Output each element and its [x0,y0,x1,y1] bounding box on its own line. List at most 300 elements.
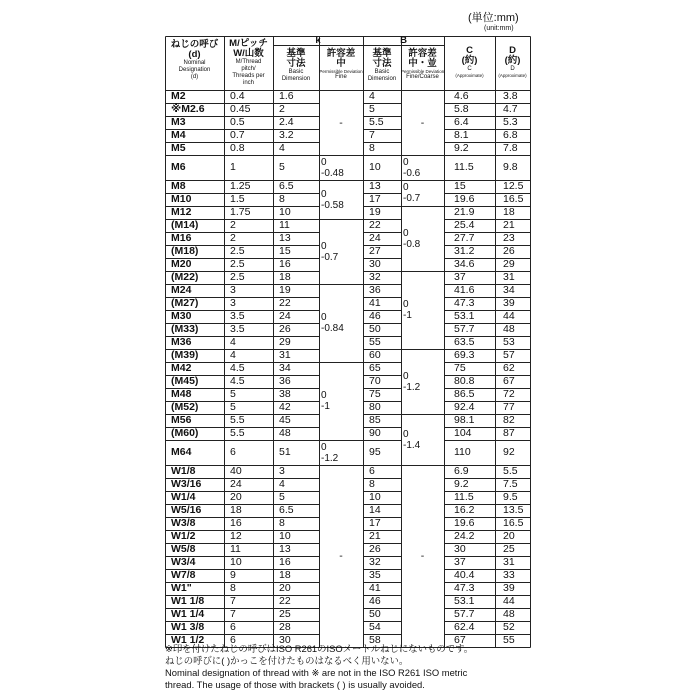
d-cell: 20 [503,530,515,542]
header-b-tolerance: Permissible Deviation [401,69,445,74]
c-cell: 57.7 [454,323,475,335]
designation-cell: W3/4 [171,556,196,568]
k-basic-cell: 29 [279,336,291,348]
designation-cell: (M39) [171,349,199,361]
b-basic-cell: 35 [369,569,381,581]
header-k-tolerance: Fine [335,74,347,80]
b-tolerance-upper: 0 [403,182,409,193]
b-tolerance-lower: -1.4 [403,439,421,451]
c-cell: 25.4 [454,219,475,231]
pitch-cell: 40 [230,465,242,477]
header-k-basic: Dimension [281,76,311,82]
designation-cell: W3/16 [171,478,202,490]
footnote-line: thread. The usage of those with brackets ( ) is usually avoided. [165,679,425,690]
d-cell: 31 [503,556,515,568]
pitch-cell: 24 [230,478,242,490]
pitch-cell: 12 [230,530,242,542]
k-basic-cell: 3.2 [279,129,294,141]
c-cell: 37 [454,556,466,568]
designation-cell: W5/16 [171,504,202,516]
designation-cell: W3/8 [171,517,196,529]
d-cell: 34 [503,284,515,296]
designation-cell: W1 1/8 [171,595,205,607]
b-basic-cell: 5.5 [369,116,384,128]
k-basic-cell: 18 [279,569,291,581]
footnotes [165,643,695,691]
pitch-cell: 0.5 [230,116,245,128]
header-b-tolerance: Fine/Coarse [406,74,439,80]
c-cell: 8.1 [454,129,469,141]
k-basic-cell: 2 [279,103,285,115]
designation-cell: W5/8 [171,543,196,555]
k-basic-cell: 38 [279,388,291,400]
pitch-cell: 6 [230,446,236,458]
b-basic-cell: 58 [369,634,381,646]
b-basic-cell: 55 [369,336,381,348]
designation-cell: W7/8 [171,569,196,581]
designation-cell: (M60) [171,427,199,439]
d-cell: 92 [503,446,515,458]
d-cell: 4.7 [503,103,518,115]
designation-cell: (M33) [171,323,199,335]
c-cell: 9.2 [454,478,469,490]
footnote-line: ねじの呼びに( )かっこを付けたものはなるべく用いない。 [165,655,409,666]
k-basic-cell: 20 [279,582,291,594]
c-cell: 19.6 [454,517,475,529]
d-cell: 13.5 [503,504,524,516]
k-basic-cell: 5 [279,491,285,503]
dimension-table [165,36,530,647]
header-designation: ねじの呼び [170,39,219,50]
b-basic-cell: 70 [369,375,381,387]
d-cell: 44 [503,595,515,607]
pitch-cell: 0.8 [230,142,245,154]
header-d: (Approximate) [498,73,527,78]
b-basic-cell: 27 [369,245,381,257]
c-cell: 27.7 [454,232,475,244]
b-basic-cell: 4 [369,90,375,102]
k-tolerance-upper: 0 [321,240,327,252]
c-cell: 47.3 [454,582,475,594]
header-b-tolerance: 中・並 [408,58,437,69]
header-designation: Nominal [183,60,206,66]
pitch-cell: 3 [230,297,236,309]
k-tolerance-upper: 0 [321,156,327,168]
b-basic-cell: 24 [369,232,381,244]
header-k-tolerance: Permissible Deviation [319,69,363,74]
header-d: D [510,66,515,72]
d-cell: 77 [503,401,515,413]
c-cell: 11.5 [454,161,474,173]
designation-cell: (M14) [171,219,199,231]
d-cell: 6.8 [503,129,518,141]
header-k-basic: 寸法 [286,58,306,69]
pitch-cell: 3.5 [230,310,245,322]
designation-cell: (M52) [171,401,199,413]
k-basic-cell: 2.4 [279,116,294,128]
c-cell: 6.4 [454,116,469,128]
pitch-cell: 6 [230,621,236,633]
designation-cell: M48 [171,388,192,400]
k-basic-cell: 22 [279,297,291,309]
c-cell: 104 [454,427,472,439]
pitch-cell: 18 [230,504,242,516]
k-tolerance-lower: -1 [321,401,330,412]
pitch-cell: 7 [230,595,236,607]
b-tolerance-dash: - [420,550,425,562]
b-basic-cell: 32 [369,556,381,568]
c-cell: 5.8 [454,103,469,115]
pitch-cell: 1 [230,161,236,173]
d-cell: 16.5 [503,193,524,205]
d-cell: 62 [503,362,515,374]
c-cell: 41.6 [454,284,475,296]
d-cell: 12.5 [503,180,524,192]
b-basic-cell: 46 [369,310,381,322]
k-basic-cell: 6.5 [279,180,294,192]
k-basic-cell: 26 [279,323,291,335]
k-basic-cell: 8 [279,193,285,205]
pitch-cell: 6 [230,634,236,646]
header-b-tolerance: 許容差 [408,48,437,59]
header-designation: (d) [188,49,201,60]
k-tolerance-upper: 0 [321,390,327,401]
pitch-cell: 5 [230,388,236,400]
designation-cell: W1 1/4 [171,608,205,620]
designation-cell: W1/8 [171,465,196,477]
header-k-tolerance: 中 [336,58,346,69]
pitch-cell: 2.5 [230,258,245,270]
k-basic-cell: 51 [279,446,291,458]
c-cell: 86.5 [454,388,475,400]
k-basic-cell: 10 [279,530,291,542]
c-cell: 110 [454,446,471,458]
k-basic-cell: 4 [279,142,285,154]
header-designation: (d) [190,74,199,80]
c-cell: 98.1 [454,414,475,426]
b-basic-cell: 36 [369,284,381,296]
c-cell: 31.2 [454,245,475,257]
k-basic-cell: 6.5 [279,504,294,516]
pitch-cell: 5 [230,401,236,413]
header-k-basic: 基準 [286,48,306,59]
designation-cell: M24 [171,284,192,296]
header-c: (約) [461,55,478,66]
pitch-cell: 2 [230,219,236,231]
designation-cell: W1 1/2 [171,634,205,646]
k-basic-cell: 13 [279,543,291,555]
d-cell: 39 [503,582,515,594]
footnote-line: ※印を付けたねじの呼びはISO R261のISOメートルねじにないものです。 [165,643,474,654]
designation-cell: M5 [171,142,186,154]
pitch-cell: 11 [230,543,241,555]
c-cell: 53.1 [454,595,475,607]
k-tolerance-upper: 0 [321,441,327,453]
d-cell: 55 [503,634,515,646]
designation-cell: M56 [171,414,192,426]
c-cell: 47.3 [454,297,475,309]
d-cell: 82 [503,414,515,426]
pitch-cell: 4.5 [230,375,245,387]
c-cell: 30 [454,543,466,555]
k-basic-cell: 31 [279,349,291,361]
b-basic-cell: 80 [369,401,381,413]
b-basic-cell: 90 [369,427,381,439]
b-tolerance-upper: 0 [403,370,409,382]
d-cell: 44 [503,310,515,322]
pitch-cell: 3.5 [230,323,245,335]
k-tolerance-lower: -1.2 [321,452,339,464]
b-basic-cell: 54 [369,621,381,633]
k-tolerance-upper: 0 [321,312,327,323]
c-cell: 63.5 [454,336,475,348]
d-cell: 31 [503,271,515,283]
k-basic-cell: 28 [279,621,291,633]
d-cell: 7.5 [503,478,518,490]
b-basic-cell: 50 [369,608,381,620]
d-cell: 3.8 [503,90,518,102]
header-b-group: B [400,35,407,46]
k-basic-cell: 13 [279,232,291,244]
c-cell: 62.4 [454,621,475,633]
b-basic-cell: 22 [369,219,381,231]
pitch-cell: 10 [230,556,242,568]
k-basic-cell: 8 [279,517,285,529]
pitch-cell: 2 [230,232,236,244]
header-pitch: inch [242,80,254,86]
k-basic-cell: 16 [279,556,291,568]
pitch-cell: 1.25 [230,180,251,192]
b-tolerance-upper: 0 [403,227,409,239]
b-basic-cell: 5 [369,103,375,115]
k-basic-cell: 18 [279,271,291,283]
k-basic-cell: 4 [279,478,285,490]
d-cell: 5.3 [503,116,518,128]
header-designation: Designation [178,67,211,73]
d-cell: 25 [503,543,515,555]
b-basic-cell: 41 [369,297,381,309]
c-cell: 11.5 [454,491,474,503]
b-tolerance-lower: -0.7 [403,193,421,204]
b-basic-cell: 32 [369,271,381,283]
k-basic-cell: 45 [279,414,291,426]
b-tolerance-lower: -1 [403,310,412,321]
k-tolerance-lower: -0.7 [321,251,339,263]
header-c: C [466,45,473,56]
b-basic-cell: 65 [369,362,381,374]
header-pitch: W/山数 [233,48,264,59]
header-b-basic: Dimension [367,76,397,82]
c-cell: 40.4 [454,569,475,581]
b-basic-cell: 8 [369,478,375,490]
k-basic-cell: 36 [279,375,291,387]
header-pitch: M/ピッチ [229,38,268,49]
pitch-cell: 0.7 [230,129,245,141]
pitch-cell: 9 [230,569,236,581]
d-cell: 87 [503,427,515,439]
b-tolerance-lower: -0.8 [403,238,421,250]
c-cell: 92.4 [454,401,475,413]
d-cell: 18 [503,206,515,218]
unit-label-english: (unit:mm) [484,25,514,32]
k-basic-cell: 10 [279,206,291,218]
c-cell: 6.9 [454,465,469,477]
b-basic-cell: 10 [369,161,381,173]
k-basic-cell: 42 [279,401,291,413]
k-basic-cell: 5 [279,161,285,173]
b-basic-cell: 46 [369,595,381,607]
d-cell: 39 [503,297,515,309]
pitch-cell: 1.75 [230,206,251,218]
header-k-basic: Basic [288,69,304,75]
pitch-cell: 16 [230,517,242,529]
b-tolerance-upper: 0 [403,156,409,168]
designation-cell: M36 [171,336,192,348]
designation-cell: W1/2 [171,530,196,542]
pitch-cell: 4 [230,349,236,361]
header-k-tolerance: 許容差 [326,48,356,59]
k-tolerance-lower: -0.58 [321,199,344,211]
d-cell: 72 [503,388,515,400]
designation-cell: M42 [171,362,192,374]
k-tolerance-upper: 0 [321,188,327,200]
designation-cell: (M45) [171,375,199,387]
d-cell: 9.8 [503,161,518,173]
c-cell: 21.9 [454,206,475,218]
designation-cell: W1 3/8 [171,621,205,633]
c-cell: 9.2 [454,142,469,154]
b-basic-cell: 30 [369,258,381,270]
footnote-line: Nominal designation of thread with ※ are not in the ISO R261 ISO metric [165,667,468,678]
b-basic-cell: 7 [369,129,375,141]
designation-cell: M30 [171,310,192,322]
d-cell: 21 [503,219,515,231]
pitch-cell: 0.45 [230,103,251,115]
designation-cell: W1/4 [171,491,196,503]
b-basic-cell: 17 [369,193,381,205]
c-cell: 80.8 [454,375,475,387]
header-pitch: Threads per [232,73,265,79]
designation-cell: M8 [171,180,186,192]
header-d: (約) [504,55,521,66]
c-cell: 75 [454,362,466,374]
b-basic-cell: 10 [369,491,381,503]
header-pitch: pitch/ [241,66,256,72]
d-cell: 48 [503,608,515,620]
b-tolerance-lower: -1.2 [403,381,421,393]
c-cell: 57.7 [454,608,475,620]
designation-cell: M12 [171,206,192,218]
b-basic-cell: 95 [369,446,381,458]
designation-cell: ※M2.6 [171,103,205,115]
d-cell: 26 [503,245,515,257]
pitch-cell: 2.5 [230,271,245,283]
d-cell: 48 [503,323,515,335]
d-cell: 29 [503,258,515,270]
c-cell: 24.2 [454,530,475,542]
k-tolerance-lower: -0.48 [321,167,344,179]
k-basic-cell: 1.6 [279,90,294,102]
b-tolerance-lower: -0.6 [403,167,421,179]
b-basic-cell: 21 [369,530,381,542]
k-tolerance-dash: - [339,116,343,129]
header-k-group: k [315,35,321,46]
k-basic-cell: 11 [279,219,290,231]
pitch-cell: 20 [230,491,242,503]
designation-cell: M4 [171,129,186,141]
pitch-cell: 7 [230,608,236,620]
d-cell: 5.5 [503,465,518,477]
c-cell: 19.6 [454,193,475,205]
d-cell: 23 [503,232,515,244]
designation-cell: M3 [171,116,186,128]
pitch-cell: 1.5 [230,193,245,205]
designation-cell: M6 [171,161,186,173]
b-tolerance-dash: - [420,116,425,129]
c-cell: 34.6 [454,258,475,270]
header-c: (Approximate) [455,73,484,78]
header-b-basic: Basic [374,69,390,75]
d-cell: 9.5 [503,491,518,503]
pitch-cell: 0.4 [230,90,245,102]
k-basic-cell: 34 [279,362,291,374]
d-cell: 53 [503,336,515,348]
b-basic-cell: 50 [369,323,381,335]
b-basic-cell: 14 [369,504,381,516]
d-cell: 67 [503,375,515,387]
pitch-cell: 4 [230,336,236,348]
b-basic-cell: 13 [369,180,381,192]
k-basic-cell: 48 [279,427,291,439]
designation-cell: M16 [171,232,192,244]
k-basic-cell: 19 [279,284,291,296]
k-basic-cell: 25 [279,608,291,620]
d-cell: 52 [503,621,515,633]
k-basic-cell: 3 [279,465,285,477]
pitch-cell: 5.5 [230,427,245,439]
k-tolerance-lower: -0.84 [321,323,344,334]
d-cell: 57 [503,349,515,361]
b-basic-cell: 17 [369,517,381,529]
b-basic-cell: 26 [369,543,381,555]
pitch-cell: 8 [230,582,236,594]
designation-cell: (M22) [171,271,199,283]
b-basic-cell: 75 [369,388,381,400]
pitch-cell: 3 [230,284,236,296]
b-basic-cell: 85 [369,414,381,426]
d-cell: 7.8 [503,142,518,154]
c-cell: 15 [454,180,466,192]
designation-cell: M20 [171,258,192,270]
pitch-cell: 5.5 [230,414,245,426]
designation-cell: M10 [171,193,192,205]
designation-cell: (M18) [171,245,199,257]
d-cell: 16.5 [503,517,524,529]
b-tolerance-upper: 0 [403,428,409,440]
header-b-basic: 基準 [372,48,392,59]
k-basic-cell: 24 [279,310,291,322]
pitch-cell: 2.5 [230,245,245,257]
c-cell: 16.2 [454,504,475,516]
c-cell: 53.1 [454,310,475,322]
designation-cell: M2 [171,90,186,102]
b-basic-cell: 8 [369,142,375,154]
k-basic-cell: 22 [279,595,291,607]
d-cell: 33 [503,569,515,581]
c-cell: 67 [454,634,466,646]
designation-cell: (M27) [171,297,199,309]
k-basic-cell: 30 [279,634,291,646]
